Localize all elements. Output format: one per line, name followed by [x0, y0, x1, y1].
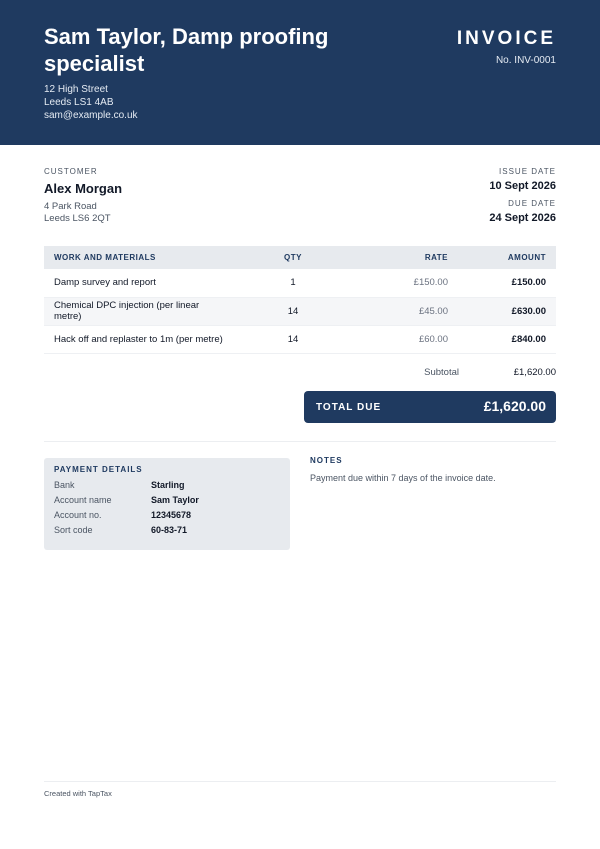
total-due-label: TOTAL DUE — [316, 402, 382, 413]
invoice-header — [0, 0, 600, 145]
customer-address-line1: 4 Park Road — [44, 201, 97, 212]
payment-value: Starling — [151, 480, 185, 490]
customer-address-line2: Leeds LS6 2QT — [44, 213, 111, 224]
business-address — [44, 83, 138, 122]
payment-key: Bank — [54, 480, 75, 490]
table-row — [44, 269, 556, 297]
header-amount: AMOUNT — [458, 246, 556, 269]
issue-date-label: ISSUE DATE — [499, 167, 556, 176]
due-date-label: DUE DATE — [508, 199, 556, 208]
row-rate: £60.00 — [348, 325, 458, 353]
row-item: Damp survey and report — [44, 269, 238, 297]
header-qty: QTY — [238, 246, 348, 269]
total-due-box — [304, 391, 556, 423]
payment-details-panel — [44, 458, 290, 550]
payment-row — [54, 478, 280, 493]
invoice-title: INVOICE — [456, 28, 556, 49]
notes-title: NOTES — [310, 456, 343, 465]
row-rate: £150.00 — [348, 269, 458, 297]
customer-name: Alex Morgan — [44, 181, 123, 196]
table-row — [44, 297, 556, 325]
notes-block — [310, 456, 556, 483]
table-header-row — [44, 246, 556, 269]
footer-text: Created with TapTax — [44, 789, 112, 798]
footer-divider — [44, 781, 556, 782]
payment-key: Account name — [54, 495, 112, 505]
business-name: Sam Taylor, Damp proofing specialist — [44, 24, 329, 76]
row-amount: £150.00 — [458, 269, 556, 297]
row-amount: £630.00 — [458, 297, 556, 325]
business-email: sam@example.co.uk — [44, 110, 138, 121]
row-qty: 1 — [238, 269, 348, 297]
payment-value: Sam Taylor — [151, 495, 199, 505]
total-due-value: £1,620.00 — [483, 398, 546, 414]
header-item: WORK AND MATERIALS — [44, 246, 238, 269]
payment-value: 12345678 — [151, 510, 192, 520]
payment-key: Account no. — [54, 510, 102, 520]
row-qty: 14 — [238, 297, 348, 325]
payment-row — [54, 493, 280, 508]
payment-details-title: PAYMENT DETAILS — [54, 465, 143, 474]
line-items-table — [44, 246, 556, 354]
row-rate: £45.00 — [348, 297, 458, 325]
row-amount: £840.00 — [458, 325, 556, 353]
payment-value: 60-83-71 — [151, 525, 188, 535]
business-address-line1: 12 High Street — [44, 84, 108, 95]
row-qty: 14 — [238, 325, 348, 353]
customer-block — [44, 167, 122, 225]
table-row — [44, 325, 556, 353]
section-divider — [44, 441, 556, 442]
header-rate: RATE — [348, 246, 458, 269]
payment-row — [54, 508, 280, 523]
row-item: Chemical DPC injection (per linear metre) — [44, 297, 238, 325]
subtotal-value: £1,620.00 — [513, 367, 556, 378]
issue-date: 10 Sept 2026 — [489, 180, 556, 192]
payment-key: Sort code — [54, 525, 93, 535]
row-item: Hack off and replaster to 1m (per metre) — [44, 325, 238, 353]
subtotal-label: Subtotal — [424, 367, 459, 378]
payment-row — [54, 523, 280, 538]
due-date: 24 Sept 2026 — [489, 212, 556, 224]
business-address-line2: Leeds LS1 4AB — [44, 97, 114, 108]
customer-address — [44, 201, 122, 225]
notes-text: Payment due within 7 days of the invoice date. — [310, 473, 496, 483]
dates-block — [489, 167, 556, 224]
invoice-number: No. INV-0001 — [495, 55, 556, 66]
customer-label: CUSTOMER — [44, 167, 98, 176]
